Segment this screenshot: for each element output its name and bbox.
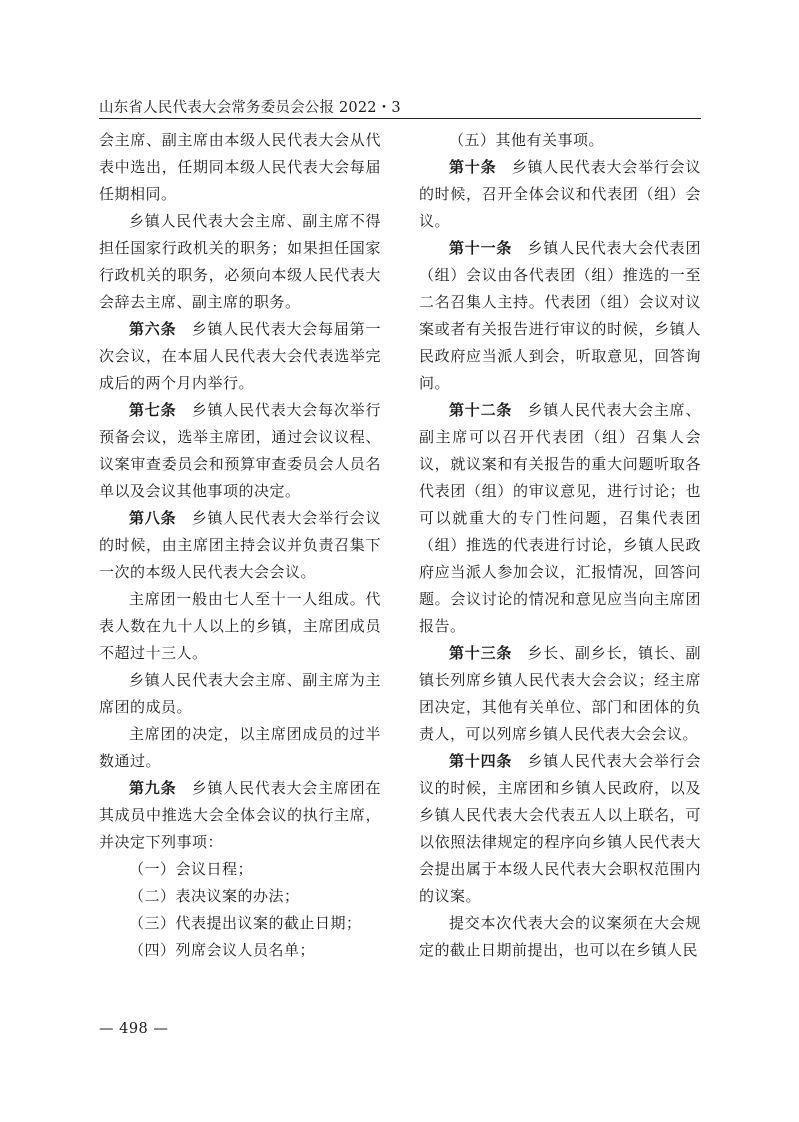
article-label: 第八条 (129, 509, 177, 527)
article-paragraph: 第十二条 乡镇人民代表大会主席、副主席可以召开代表团（组）召集人会议，就议案和有关报告的重大问题听取各代表团（组）的审议意见，进行讨论；也可以就重大的专门性问题，召集代表团（组）推选的代表进行讨论，乡镇人民政府应当派人参加会议，汇报情况，回答问题。会议讨论的情况和意见应当向主席团报告。 (419, 401, 701, 635)
paragraph: 乡镇人民代表大会主席、副主席为主席团的成员。 (99, 671, 381, 716)
article-paragraph: 第十三条 乡长、副乡长，镇长、副镇长列席乡镇人民代表大会会议；经主席团决定，其他有关单位、部门和团体的负责人，可以列席乡镇人民代表大会会议。 (419, 644, 701, 743)
article-label: 第十三条 (449, 644, 513, 662)
article-paragraph: 第十一条 乡镇人民代表大会代表团（组）会议由各代表团（组）推选的一至二名召集人主持。代表团（组）会议对议案或者有关报告进行审议的时候，乡镇人民政府应当派人到会，听取意见，回答询问。 (419, 239, 701, 392)
paragraph: 提交本次代表大会的议案须在大会规定的截止日期前提出，也可以在乡镇人民 (419, 914, 701, 959)
article-paragraph: 第八条 乡镇人民代表大会举行会议的时候，由主席团主持会议并负责召集下一次的本级人民代表大会会议。 (99, 509, 381, 581)
page-number: — 498 — (99, 1021, 169, 1037)
article-label: 第十四条 (449, 752, 513, 770)
header-rule (99, 118, 701, 119)
article-label: 第十一条 (449, 239, 513, 257)
left-column (99, 127, 381, 964)
gazette-header: 山东省人民代表大会常务委员会公报 2022・3 (99, 100, 401, 116)
list-item: （三）代表提出议案的截止日期； (129, 914, 362, 932)
list-item: （五）其他有关事项。 (449, 131, 605, 149)
article-paragraph: 第七条 乡镇人民代表大会每次举行预备会议，选举主席团，通过会议议程、议案审查委员会和预算审查委员会人员名单以及会议其他事项的决定。 (99, 401, 381, 500)
list-item: （一）会议日程； (129, 860, 254, 878)
article-paragraph: 第九条 乡镇人民代表大会主席团在其成员中推选大会全体会议的执行主席，并决定下列事项： (99, 779, 381, 851)
paragraph: 主席团的决定，以主席团成员的过半数通过。 (99, 725, 381, 770)
article-label: 第九条 (129, 779, 177, 797)
list-item: （四）列席会议人员名单； (129, 941, 316, 959)
paragraph: 会主席、副主席由本级人民代表大会从代表中选出，任期同本级人民代表大会每届任期相同。 (99, 131, 381, 203)
article-label: 第七条 (129, 401, 177, 419)
article-label: 第十条 (449, 158, 497, 176)
paragraph: 乡镇人民代表大会主席、副主席不得担任国家行政机关的职务；如果担任国家行政机关的职务，必须向本级人民代表大会辞去主席、副主席的职务。 (99, 212, 381, 311)
article-paragraph: 第十条 乡镇人民代表大会举行会议的时候，召开全体会议和代表团（组）会议。 (419, 158, 701, 230)
article-label: 第十二条 (449, 401, 513, 419)
list-item: （二）表决议案的办法； (129, 887, 300, 905)
article-label: 第六条 (129, 320, 177, 338)
article-paragraph: 第十四条 乡镇人民代表大会举行会议的时候，主席团和乡镇人民政府，以及乡镇人民代表大会代表五人以上联名，可以依照法律规定的程序向乡镇人民代表大会提出属于本级人民代表大会职权范围内的议案。 (419, 752, 701, 905)
paragraph: 主席团一般由七人至十一人组成。代表人数在九十人以上的乡镇，主席团成员不超过十三人。 (99, 590, 381, 662)
right-column (419, 127, 701, 964)
article-paragraph: 第六条 乡镇人民代表大会每届第一次会议，在本届人民代表大会代表选举完成后的两个月内举行。 (99, 320, 381, 392)
